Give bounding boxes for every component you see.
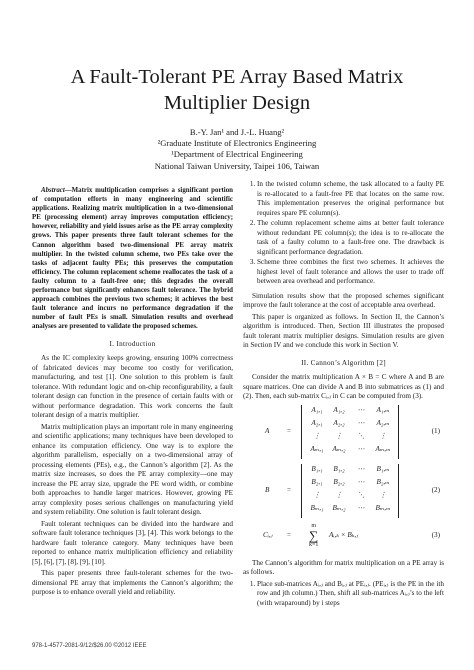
equation-2	[243, 464, 444, 520]
matrix-cell: ⋱	[357, 490, 365, 499]
right-paragraph-3: The Cannon’s algorithm for matrix multiplication on a PE array is as follows.	[243, 558, 444, 576]
abstract-body: —Matrix multiplication comprises a significant portion of computation efforts in many engineering and scientific applications. Realizing matrix multiplication in a two-dimensional PE (processing element) array improves computation efficiency; however, reliability and yield issues arise as the PE array complexity grows. This paper presents three fault tolerant schemes for the Cannon algorithm based two-dimensional PE array matrix multiplier. In the twisted column scheme, two PEs take over the tasks of adjacent faulty PEs; this preserves the computation efficiency. The column replacement scheme reallocates the task of a faulty column to a fault-free one; this degrades the overall performance but significantly enhances fault tolerance. The hybrid approach combines the previous two schemes; it achieves the best fault tolerance and incurs no performance degradation if the number of fault PEs is small. Simulation results and overhead analyses are presented to validate the proposed schemes.	[32, 187, 233, 331]
affiliation-3: National Taiwan University, Taipei 106, Taiwan	[154, 160, 320, 171]
matrix-row	[302, 503, 398, 516]
abstract-lead: Abstract	[41, 187, 65, 194]
matrix-cell: B₂,₁	[311, 477, 323, 486]
matrix-cell: ⋮	[379, 431, 387, 440]
author-block	[60, 127, 414, 172]
matrix-cell: ⋯	[357, 477, 365, 486]
matrix-cell: Bₘ,ₘ	[375, 503, 391, 512]
matrix-cell: B₁,₁	[311, 464, 323, 473]
matrix-cell: ⋯	[357, 503, 365, 512]
copyright-footer: 978-1-4577-2081-9/12/$26.00 ©2012 IEEE	[32, 643, 147, 649]
equation-1	[243, 405, 444, 461]
matrix-cell: B₁,ₘ	[376, 464, 390, 473]
algorithm-steps	[243, 580, 444, 609]
matrix-cell: Aₘ,₁	[310, 444, 324, 453]
matrix-cell: Bₘ,₁	[310, 503, 324, 512]
matrix-cell: A₂,₂	[333, 418, 345, 427]
matrix-a	[301, 405, 399, 459]
list-item: 3. Scheme three combines the first two schemes. It achieves the highest level of fault tolerance and allows the user to trade off between area overhead and performance.	[257, 258, 444, 287]
matrix-cell: Bₘ,₂	[332, 503, 346, 512]
matrix-cell: ⋮	[379, 490, 387, 499]
matrix-cell: A₂,ₘ	[376, 418, 390, 427]
affiliation-2: ¹Department of Electrical Engineering	[171, 149, 303, 160]
equation-number: (3)	[431, 530, 440, 539]
matrix-cell: Aₘ,ₘ	[375, 444, 391, 453]
list-item: 1. Place sub-matrices Aᵢ,ⱼ and Bᵢ,ⱼ at PEᵢ,ⱼ. (PEᵢ,ⱼ is the PE in the ith row and jth column.) Then, shift all sub-matrices Aᵢ,ⱼ’s to the left (with wraparound) by i steps	[257, 580, 444, 609]
matrix-row	[302, 431, 398, 444]
equation-3	[243, 523, 444, 553]
matrix-cell: A₁,₂	[333, 405, 345, 414]
matrix-cell: ⋯	[357, 464, 365, 473]
scheme-list	[243, 180, 444, 287]
matrix-row	[302, 444, 398, 457]
matrix-cell: B₂,₂	[333, 477, 345, 486]
matrix-row	[302, 405, 398, 418]
matrix-b	[301, 464, 399, 518]
equals-sign: =	[287, 426, 292, 435]
summation	[309, 523, 318, 549]
sum-lower-limit: k=1	[309, 541, 319, 548]
matrix-cell: ⋱	[357, 431, 365, 440]
equals-sign: =	[287, 530, 292, 539]
matrix-row	[302, 418, 398, 431]
sigma-symbol: ∑	[309, 527, 319, 543]
sum-upper-limit: m	[311, 522, 317, 529]
section-2-heading: II. Cannon’s Algorithm [2]	[301, 358, 386, 367]
right-column	[243, 180, 444, 613]
matrix-row	[302, 464, 398, 477]
matrix-cell: B₂,ₘ	[376, 477, 390, 486]
equation-3-rhs: Aᵢ,ₖ × Bₖ,ⱼ	[329, 530, 359, 539]
intro-paragraph-3: Fault tolerant techniques can be divided into the hardware and software fault tolerance techniques [3], [4]. This work belongs to the hardware fault tolerance category. Many techniques have been reported to enhance matrix multiplication efficiency and reliability [5], [6], [7], [8], [9], [10].	[32, 519, 233, 566]
intro-paragraph-1: As the IC complexity keeps growing, ensuring 100% correctness of fabricated devices may become too costly for verification, manufacturing, and test [1]. One solution to this problem is fault tolerance. With redundant logic and on-chip reconfigurability, a fault tolerant design can function in the presence of certain faults with or without performance degradation. This work concerns the fault tolerant design of a matrix multiplier.	[32, 354, 233, 419]
matrix-cell: A₁,ₘ	[376, 405, 390, 414]
matrix-row	[302, 490, 398, 503]
matrix-cell: ⋯	[357, 444, 365, 453]
matrix-cell: A₁,₁	[311, 405, 323, 414]
equation-number: (1)	[431, 426, 440, 435]
list-item: 1. In the twisted column scheme, the task allocated to a faulty PE is re-allocated to a fault-free PE that locates on the same row. This implementation preserves the original performance but requires spare PE column(s).	[257, 180, 444, 218]
paper-title: A Fault-Tolerant PE Array Based Matrix Multiplier Design	[70, 66, 404, 114]
matrix-cell: ⋮	[335, 490, 343, 499]
matrix-cell: ⋯	[357, 418, 365, 427]
left-column	[32, 186, 233, 600]
right-paragraph-2: This paper is organized as follows. In Section II, the Cannon’s algorithm is introduced. Then, Section III illustrates the proposed fault tolerant matrix multiplier designs. Simulation results are given in Section IV and we conclude this work in Section V.	[243, 312, 444, 349]
matrix-cell: ⋮	[313, 431, 321, 440]
matrix-row	[302, 477, 398, 490]
equals-sign: =	[287, 485, 292, 494]
intro-paragraph-2: Matrix multiplication plays an important role in many engineering and scientific applications; many techniques have been developed to enhance its computation efficiency. One way is to explore the algorithm parallelism, especially on a two-dimensional array of processing elements (PEs), e.g., the Cannon’s algorithm [2]. As the matrix size increases, so does the PE array complexity—one may increase the PE array size, upgrade the PE word width, or combine both approaches to handle larger matrices. However, growing PE array complexity poses serious challenges on manufacturing yield and system reliability. One solution is fault tolerant design.	[32, 422, 233, 516]
equation-2-lhs: B	[265, 485, 270, 494]
right-paragraph-1: Simulation results show that the proposed schemes significant improve the fault tolerance at the cost of acceptable area overhead.	[243, 291, 444, 309]
equation-1-lhs: A	[265, 426, 270, 435]
section-1-heading: I. Introduction	[109, 339, 156, 348]
equation-number: (2)	[431, 485, 440, 494]
matrix-cell: ⋯	[357, 405, 365, 414]
matrix-cell: Aₘ,₂	[332, 444, 346, 453]
equation-3-lhs: Cᵢ,ⱼ	[263, 530, 273, 539]
section-2-paragraph-1: Consider the matrix multiplication A × B = C where A and B are square matrices. One can divide A and B into submatrices as (1) and (2). Then, each sub-matrix Cᵢ,ⱼ in C can be computed from (3).	[243, 373, 444, 400]
intro-paragraph-4: This paper presents three fault-tolerant schemes for the two-dimensional PE array that implements the Cannon’s algorithm; the purpose is to enhance overall yield and reliability.	[32, 569, 233, 596]
matrix-cell: ⋮	[335, 431, 343, 440]
matrix-cell: A₂,₁	[311, 418, 323, 427]
affiliation-1: ²Graduate Institute of Electronics Engineering	[157, 138, 317, 149]
authors: B.-Y. Jan¹ and J.-L. Huang²	[189, 127, 285, 137]
matrix-cell: B₁,₂	[333, 464, 345, 473]
list-item: 2. The column replacement scheme aims at better fault tolerance without redundant PE column(s); the idea is to re-allocate the task of a faulty column to a fault-free one. The drawback is significant performance degradation.	[257, 219, 444, 257]
abstract	[32, 186, 233, 332]
matrix-cell: ⋮	[313, 490, 321, 499]
